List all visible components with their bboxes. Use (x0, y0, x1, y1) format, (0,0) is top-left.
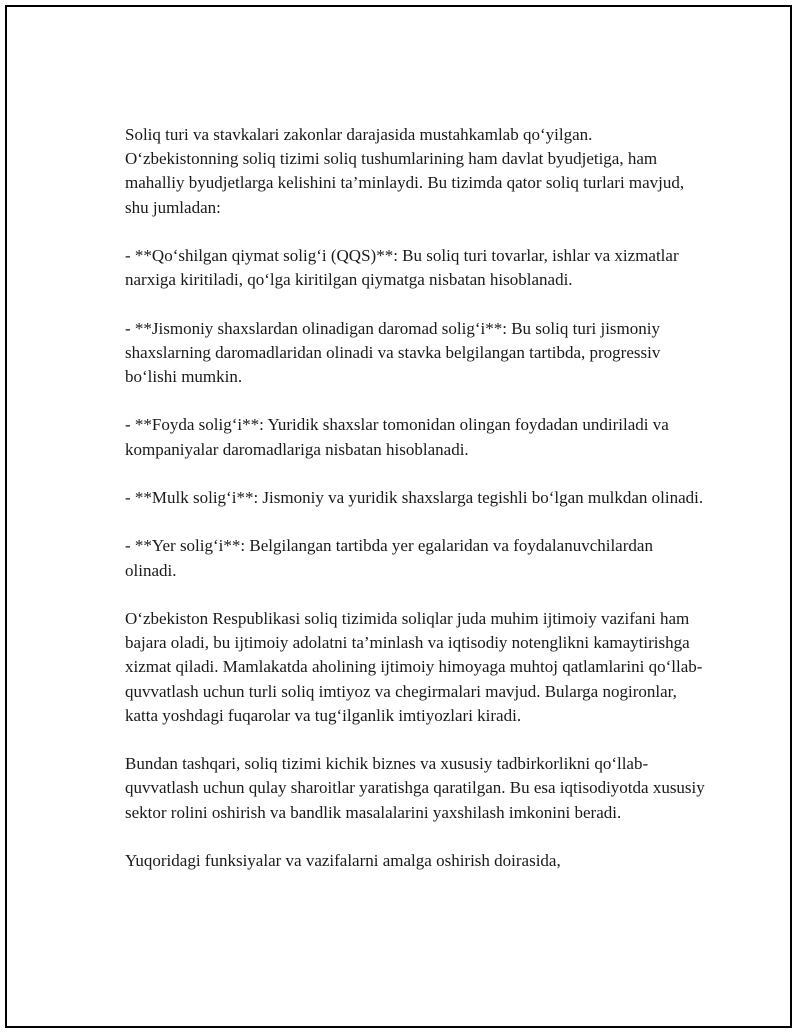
paragraph-social-function: O‘zbekiston Respublikasi soliq tizimida soliqlar juda muhim ijtimoiy vazifani ham bajara oladi, bu ijtimoiy adolatni ta’minlash va iqtisodiy notenglikni kamaytirishga xizmat qiladi. Mamlakatda aholining ijtimoiy himoyaga muhtoj qatlamlarini qo‘llab-quvvatlash uchun turli soliq imtiyoz va chegirmalari mavjud. Bularga nogironlar, katta yoshdagi fuqarolar va tug‘ilganlik imtiyozlari kiradi. (125, 608, 703, 725)
paragraph-closing: Yuqoridagi funksiyalar va vazifalarni amalga oshirish doirasida, (125, 850, 561, 870)
list-item-profit-tax: - **Foyda solig‘i**: Yuridik shaxslar tomonidan olingan foydadan undiriladi va kompaniyalar daromadlariga nisbatan hisoblanadi. (125, 415, 669, 459)
paragraph-intro: Soliq turi va stavkalari zakonlar darajasida mustahkamlab qo‘yilgan. O‘zbekistonning soliq tizimi soliq tushumlarining ham davlat byudjetiga, ham mahalliy byudjetlarga kelishini ta’minlaydi. Bu tizimda qator soliq turlari mavjud, shu jumladan: (125, 125, 685, 217)
list-item-income-tax: - **Jismoniy shaxslardan olinadigan daromad solig‘i**: Bu soliq turi jismoniy shaxslarning daromadlaridan olinadi va stavka belgilangan tartibda, progressiv bo‘lishi mumkin. (125, 318, 661, 386)
document-body (125, 123, 705, 897)
list-item-land-tax: - **Yer solig‘i**: Belgilangan tartibda yer egalaridan va foydalanuvchilardan olinadi. (125, 536, 653, 580)
list-item-qqs: - **Qo‘shilgan qiymat solig‘i (QQS)**: Bu soliq turi tovarlar, ishlar va xizmatlar narxiga kiritiladi, qo‘lga kiritilgan qiymatga nisbatan hisoblanadi. (125, 246, 679, 290)
list-item-property-tax: - **Mulk solig‘i**: Jismoniy va yuridik shaxslarga tegishli bo‘lgan mulkdan olinadi. (125, 487, 704, 507)
page-frame (5, 5, 792, 1028)
paragraph-small-business: Bundan tashqari, soliq tizimi kichik biznes va xususiy tadbirkorlikni qo‘llab-quvvatlash uchun qulay sharoitlar yaratishga qaratilgan. Bu esa iqtisodiyotda xususiy sektor rolini oshirish va bandlik masalalarini yaxshilash imkonini beradi. (125, 754, 705, 822)
